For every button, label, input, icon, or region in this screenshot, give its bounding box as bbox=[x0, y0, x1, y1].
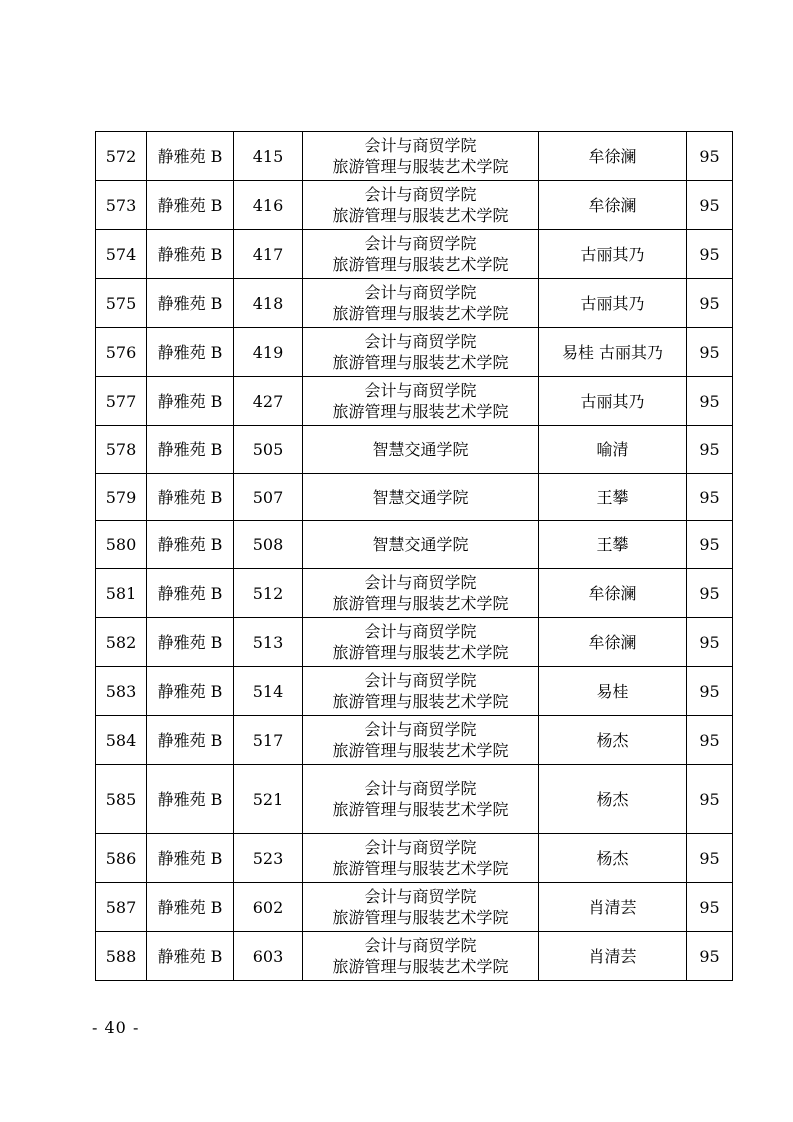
room-number-cell bbox=[234, 377, 303, 426]
college-name-cell bbox=[303, 834, 539, 883]
college-name-cell bbox=[303, 328, 539, 377]
row-number: 573 bbox=[105, 195, 137, 215]
score: 95 bbox=[699, 440, 720, 459]
college-name-line: 会计与商贸学院 bbox=[364, 936, 477, 955]
building-name-cell bbox=[147, 716, 234, 765]
building-name: 静雅苑 B bbox=[157, 848, 223, 868]
row-number-cell bbox=[96, 569, 147, 618]
responsible-person-cell bbox=[539, 132, 687, 181]
responsible-person-cell bbox=[539, 426, 687, 474]
row-number: 578 bbox=[105, 440, 137, 459]
college-name-cell bbox=[303, 569, 539, 618]
college-name-cell bbox=[303, 521, 539, 569]
college-name-line: 旅游管理与服装艺术学院 bbox=[332, 908, 509, 927]
responsible-person: 易桂 古丽其乃 bbox=[561, 342, 664, 362]
score-cell bbox=[687, 521, 733, 569]
table-row bbox=[96, 521, 733, 569]
room-number-cell bbox=[234, 181, 303, 230]
building-name-cell bbox=[147, 181, 234, 230]
score: 95 bbox=[699, 730, 720, 750]
building-name-cell bbox=[147, 279, 234, 328]
row-number-cell bbox=[96, 132, 147, 181]
college-name-cell bbox=[303, 883, 539, 932]
college-name-line: 旅游管理与服装艺术学院 bbox=[332, 643, 509, 662]
building-name-cell bbox=[147, 932, 234, 981]
table-row bbox=[96, 377, 733, 426]
table-row bbox=[96, 667, 733, 716]
table-row bbox=[96, 474, 733, 521]
table-row bbox=[96, 230, 733, 279]
row-number-cell bbox=[96, 230, 147, 279]
responsible-person-cell bbox=[539, 834, 687, 883]
table-row bbox=[96, 932, 733, 981]
college-name-cell bbox=[303, 279, 539, 328]
college-name-line: 会计与商贸学院 bbox=[364, 838, 477, 857]
building-name: 静雅苑 B bbox=[157, 897, 223, 917]
college-name-line: 会计与商贸学院 bbox=[364, 622, 477, 641]
room-number-cell bbox=[234, 618, 303, 667]
room-number-cell bbox=[234, 132, 303, 181]
score: 95 bbox=[699, 681, 720, 701]
score-cell bbox=[687, 132, 733, 181]
score: 95 bbox=[699, 293, 720, 313]
score: 95 bbox=[699, 583, 720, 603]
college-name-cell bbox=[303, 716, 539, 765]
responsible-person-cell bbox=[539, 765, 687, 834]
score: 95 bbox=[699, 146, 720, 166]
room-number: 416 bbox=[252, 195, 284, 215]
room-number: 418 bbox=[252, 293, 284, 313]
row-number: 572 bbox=[105, 146, 137, 166]
responsible-person: 牟徐澜 bbox=[588, 632, 637, 652]
responsible-person: 古丽其乃 bbox=[580, 391, 645, 411]
college-name-cell bbox=[303, 230, 539, 279]
table-row bbox=[96, 834, 733, 883]
score-cell bbox=[687, 474, 733, 521]
college-name-cell bbox=[303, 132, 539, 181]
college-name-line: 会计与商贸学院 bbox=[364, 283, 477, 302]
room-number-cell bbox=[234, 883, 303, 932]
college-name-line: 旅游管理与服装艺术学院 bbox=[332, 957, 509, 976]
row-number-cell bbox=[96, 181, 147, 230]
score-cell bbox=[687, 667, 733, 716]
room-number-cell bbox=[234, 765, 303, 834]
row-number: 586 bbox=[105, 848, 137, 868]
score-cell bbox=[687, 765, 733, 834]
row-number-cell bbox=[96, 377, 147, 426]
room-number: 427 bbox=[252, 391, 284, 411]
building-name: 静雅苑 B bbox=[157, 342, 223, 362]
row-number: 579 bbox=[105, 487, 137, 507]
college-name-line: 旅游管理与服装艺术学院 bbox=[332, 206, 509, 225]
responsible-person: 古丽其乃 bbox=[580, 244, 645, 264]
score: 95 bbox=[699, 632, 720, 652]
table-row bbox=[96, 181, 733, 230]
college-name-line: 旅游管理与服装艺术学院 bbox=[332, 800, 509, 819]
row-number-cell bbox=[96, 883, 147, 932]
responsible-person-cell bbox=[539, 716, 687, 765]
responsible-person: 易桂 bbox=[596, 681, 629, 701]
score-cell bbox=[687, 834, 733, 883]
row-number: 581 bbox=[105, 583, 137, 603]
building-name: 静雅苑 B bbox=[157, 681, 223, 701]
building-name-cell bbox=[147, 521, 234, 569]
row-number-cell bbox=[96, 834, 147, 883]
college-name-line: 会计与商贸学院 bbox=[364, 887, 477, 906]
score-cell bbox=[687, 932, 733, 981]
score: 95 bbox=[699, 342, 720, 362]
college-name-line: 会计与商贸学院 bbox=[364, 573, 477, 592]
responsible-person-cell bbox=[539, 618, 687, 667]
room-number-cell bbox=[234, 279, 303, 328]
room-number: 603 bbox=[252, 946, 284, 966]
college-name-line: 旅游管理与服装艺术学院 bbox=[332, 859, 509, 878]
responsible-person: 肖清芸 bbox=[588, 897, 637, 917]
row-number-cell bbox=[96, 765, 147, 834]
college-name-line: 旅游管理与服装艺术学院 bbox=[332, 304, 509, 323]
college-name-line: 智慧交通学院 bbox=[372, 487, 469, 507]
responsible-person-cell bbox=[539, 474, 687, 521]
score-cell bbox=[687, 230, 733, 279]
table-row bbox=[96, 569, 733, 618]
building-name: 静雅苑 B bbox=[157, 946, 223, 966]
score: 95 bbox=[699, 195, 720, 215]
building-name: 静雅苑 B bbox=[157, 583, 223, 603]
room-number: 521 bbox=[252, 789, 284, 809]
score: 95 bbox=[699, 789, 720, 809]
score-cell bbox=[687, 883, 733, 932]
college-name-cell bbox=[303, 667, 539, 716]
responsible-person-cell bbox=[539, 230, 687, 279]
building-name-cell bbox=[147, 765, 234, 834]
responsible-person-cell bbox=[539, 279, 687, 328]
row-number: 576 bbox=[105, 342, 137, 362]
row-number: 588 bbox=[105, 946, 137, 966]
score: 95 bbox=[699, 848, 720, 868]
score-cell bbox=[687, 181, 733, 230]
building-name-cell bbox=[147, 230, 234, 279]
responsible-person: 杨杰 bbox=[596, 848, 629, 868]
building-name: 静雅苑 B bbox=[157, 730, 223, 750]
college-name-cell bbox=[303, 377, 539, 426]
row-number: 583 bbox=[105, 681, 137, 701]
college-name-line: 智慧交通学院 bbox=[372, 440, 469, 459]
responsible-person: 牟徐澜 bbox=[588, 146, 637, 166]
score-cell bbox=[687, 426, 733, 474]
room-number: 523 bbox=[252, 848, 284, 868]
row-number-cell bbox=[96, 474, 147, 521]
score: 95 bbox=[699, 244, 720, 264]
table-row bbox=[96, 132, 733, 181]
inspection-table bbox=[95, 131, 733, 981]
room-number: 505 bbox=[252, 440, 284, 459]
room-number: 602 bbox=[252, 897, 284, 917]
room-number: 419 bbox=[252, 342, 284, 362]
row-number: 574 bbox=[105, 244, 137, 264]
responsible-person-cell bbox=[539, 932, 687, 981]
responsible-person-cell bbox=[539, 521, 687, 569]
score-cell bbox=[687, 328, 733, 377]
building-name-cell bbox=[147, 426, 234, 474]
room-number: 415 bbox=[252, 146, 284, 166]
responsible-person-cell bbox=[539, 569, 687, 618]
responsible-person: 牟徐澜 bbox=[588, 583, 637, 603]
building-name: 静雅苑 B bbox=[157, 535, 223, 554]
building-name: 静雅苑 B bbox=[157, 195, 223, 215]
room-number-cell bbox=[234, 716, 303, 765]
room-number: 508 bbox=[252, 535, 284, 554]
college-name-cell bbox=[303, 765, 539, 834]
table-row bbox=[96, 883, 733, 932]
building-name-cell bbox=[147, 569, 234, 618]
responsible-person: 王攀 bbox=[596, 535, 629, 554]
room-number-cell bbox=[234, 834, 303, 883]
room-number-cell bbox=[234, 569, 303, 618]
building-name: 静雅苑 B bbox=[157, 632, 223, 652]
row-number: 587 bbox=[105, 897, 137, 917]
building-name-cell bbox=[147, 834, 234, 883]
room-number-cell bbox=[234, 932, 303, 981]
college-name-line: 会计与商贸学院 bbox=[364, 779, 477, 798]
score-cell bbox=[687, 377, 733, 426]
table-body bbox=[96, 132, 733, 981]
table-row bbox=[96, 279, 733, 328]
room-number-cell bbox=[234, 521, 303, 569]
room-number-cell bbox=[234, 426, 303, 474]
responsible-person-cell bbox=[539, 328, 687, 377]
building-name-cell bbox=[147, 667, 234, 716]
college-name-cell bbox=[303, 618, 539, 667]
responsible-person: 喻清 bbox=[596, 440, 629, 459]
room-number: 417 bbox=[252, 244, 284, 264]
building-name: 静雅苑 B bbox=[157, 391, 223, 411]
responsible-person-cell bbox=[539, 667, 687, 716]
college-name-line: 会计与商贸学院 bbox=[364, 332, 477, 351]
college-name-line: 会计与商贸学院 bbox=[364, 234, 477, 253]
building-name-cell bbox=[147, 618, 234, 667]
building-name: 静雅苑 B bbox=[157, 146, 223, 166]
college-name-line: 旅游管理与服装艺术学院 bbox=[332, 255, 509, 274]
row-number-cell bbox=[96, 618, 147, 667]
row-number: 577 bbox=[105, 391, 137, 411]
building-name-cell bbox=[147, 328, 234, 377]
table-row bbox=[96, 716, 733, 765]
college-name-cell bbox=[303, 181, 539, 230]
room-number: 507 bbox=[252, 487, 284, 507]
college-name-line: 旅游管理与服装艺术学院 bbox=[332, 353, 509, 372]
college-name-line: 旅游管理与服装艺术学院 bbox=[332, 594, 509, 613]
score: 95 bbox=[699, 391, 720, 411]
building-name: 静雅苑 B bbox=[157, 293, 223, 313]
row-number-cell bbox=[96, 667, 147, 716]
row-number: 575 bbox=[105, 293, 137, 313]
college-name-line: 会计与商贸学院 bbox=[364, 136, 477, 155]
college-name-line: 会计与商贸学院 bbox=[364, 671, 477, 690]
table-row bbox=[96, 426, 733, 474]
page-number: - 40 - bbox=[92, 1018, 140, 1037]
responsible-person: 杨杰 bbox=[596, 730, 629, 750]
score-cell bbox=[687, 569, 733, 618]
college-name-line: 会计与商贸学院 bbox=[364, 185, 477, 204]
table-row bbox=[96, 765, 733, 834]
responsible-person-cell bbox=[539, 181, 687, 230]
college-name-cell bbox=[303, 932, 539, 981]
score: 95 bbox=[699, 535, 720, 554]
college-name-line: 旅游管理与服装艺术学院 bbox=[332, 692, 509, 711]
responsible-person: 古丽其乃 bbox=[580, 293, 645, 313]
college-name-cell bbox=[303, 474, 539, 521]
building-name-cell bbox=[147, 474, 234, 521]
score: 95 bbox=[699, 487, 720, 507]
building-name-cell bbox=[147, 377, 234, 426]
room-number-cell bbox=[234, 328, 303, 377]
room-number-cell bbox=[234, 230, 303, 279]
building-name: 静雅苑 B bbox=[157, 244, 223, 264]
responsible-person: 王攀 bbox=[596, 487, 629, 507]
room-number: 512 bbox=[252, 583, 284, 603]
row-number-cell bbox=[96, 521, 147, 569]
row-number: 582 bbox=[105, 632, 137, 652]
score-cell bbox=[687, 279, 733, 328]
college-name-cell bbox=[303, 426, 539, 474]
score-cell bbox=[687, 618, 733, 667]
row-number: 580 bbox=[105, 535, 137, 554]
score: 95 bbox=[699, 946, 720, 966]
table-row bbox=[96, 328, 733, 377]
room-number-cell bbox=[234, 474, 303, 521]
row-number: 585 bbox=[105, 789, 137, 809]
row-number: 584 bbox=[105, 730, 137, 750]
responsible-person: 牟徐澜 bbox=[588, 195, 637, 215]
responsible-person: 肖清芸 bbox=[588, 946, 637, 966]
score-cell bbox=[687, 716, 733, 765]
row-number-cell bbox=[96, 932, 147, 981]
room-number-cell bbox=[234, 667, 303, 716]
score: 95 bbox=[699, 897, 720, 917]
college-name-line: 智慧交通学院 bbox=[372, 535, 469, 554]
row-number-cell bbox=[96, 328, 147, 377]
building-name: 静雅苑 B bbox=[157, 487, 223, 507]
college-name-line: 旅游管理与服装艺术学院 bbox=[332, 402, 509, 421]
building-name-cell bbox=[147, 883, 234, 932]
row-number-cell bbox=[96, 279, 147, 328]
room-number: 517 bbox=[252, 730, 284, 750]
room-number: 513 bbox=[252, 632, 284, 652]
row-number-cell bbox=[96, 716, 147, 765]
room-number: 514 bbox=[252, 681, 284, 701]
college-name-line: 旅游管理与服装艺术学院 bbox=[332, 157, 509, 176]
building-name: 静雅苑 B bbox=[157, 789, 223, 809]
building-name: 静雅苑 B bbox=[157, 440, 223, 459]
row-number-cell bbox=[96, 426, 147, 474]
responsible-person-cell bbox=[539, 883, 687, 932]
college-name-line: 会计与商贸学院 bbox=[364, 381, 477, 400]
college-name-line: 旅游管理与服装艺术学院 bbox=[332, 741, 509, 760]
responsible-person-cell bbox=[539, 377, 687, 426]
responsible-person: 杨杰 bbox=[596, 789, 629, 809]
building-name-cell bbox=[147, 132, 234, 181]
table-row bbox=[96, 618, 733, 667]
college-name-line: 会计与商贸学院 bbox=[364, 720, 477, 739]
